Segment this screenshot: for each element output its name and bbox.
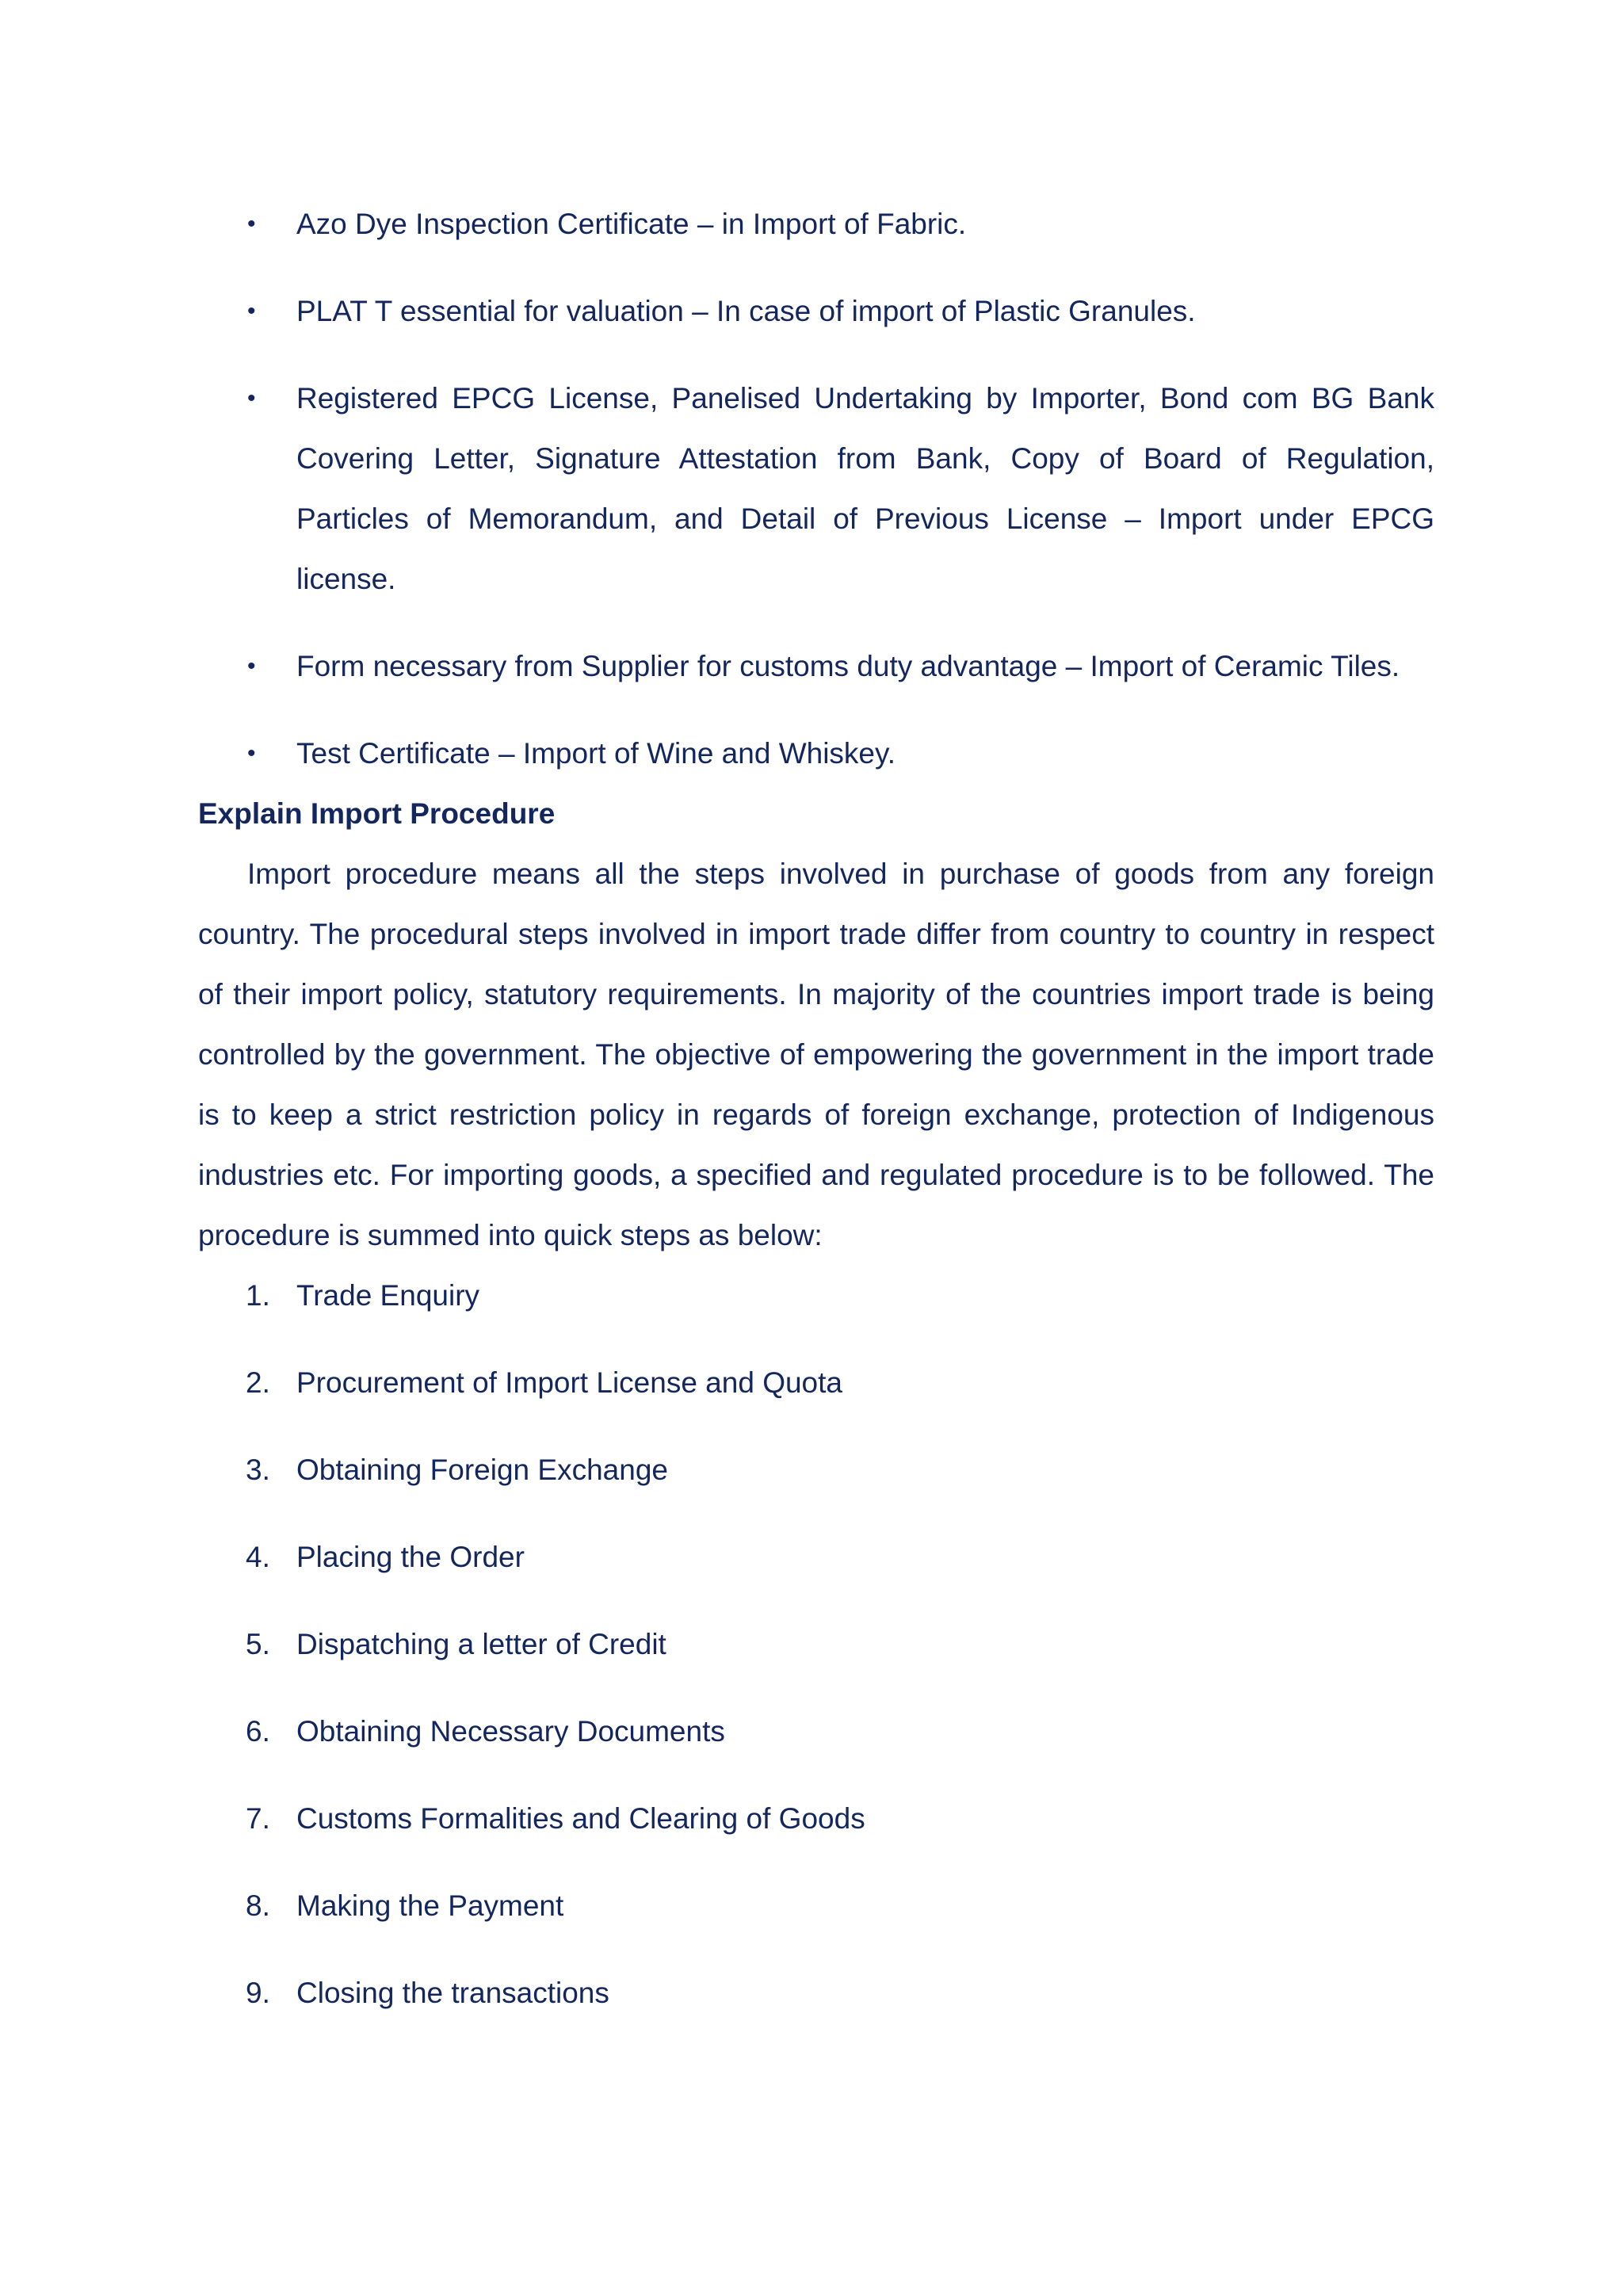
bullet-dot-icon: •	[247, 211, 256, 237]
document-page	[198, 194, 1434, 2050]
bullet-text: Azo Dye Inspection Certificate – in Import of Fabric.	[296, 208, 967, 240]
bullet-text: Registered EPCG License, Panelised Undertaking by Importer, Bond com BG Bank Covering Letter, Signature Attestation from Bank, Copy of Board of Regulation, Particles of Memorandum, and Detail of Previous License – Import under EPCG license.	[296, 382, 1434, 595]
step-text: Customs Formalities and Clearing of Goods	[296, 1802, 865, 1835]
bullet-dot-icon: •	[247, 385, 256, 411]
bullet-item	[198, 724, 1434, 784]
bullet-text: Form necessary from Supplier for customs duty advantage – Import of Ceramic Tiles.	[296, 650, 1400, 682]
step-number: 9.	[246, 1977, 270, 2009]
step-number: 3.	[246, 1454, 270, 1486]
step-text: Dispatching a letter of Credit	[296, 1628, 666, 1660]
bullet-text: Test Certificate – Import of Wine and Whiskey.	[296, 737, 896, 770]
step-item	[198, 1614, 1434, 1675]
section-paragraph: Import procedure means all the steps involved in purchase of goods from any foreign country. The procedural steps involved in import trade differ from country to country in respect of their import policy, statutory requirements. In majority of the countries import trade is being controlled by the government. The objective of empowering the government in the import trade is to keep a strict restriction policy in regards of foreign exchange, protection of Indigenous industries etc. For importing goods, a specified and regulated procedure is to be followed. The procedure is summed into quick steps as below:	[198, 858, 1434, 1251]
bullet-text: PLAT T essential for valuation – In case of import of Plastic Granules.	[296, 295, 1196, 327]
step-item	[198, 1702, 1434, 1762]
step-item	[198, 1527, 1434, 1587]
bullet-item	[198, 194, 1434, 254]
step-text: Obtaining Foreign Exchange	[296, 1454, 668, 1486]
step-number: 6.	[246, 1715, 270, 1748]
step-text: Closing the transactions	[296, 1977, 609, 2009]
step-text: Placing the Order	[296, 1541, 525, 1573]
step-item	[198, 1440, 1434, 1500]
bullet-item	[198, 281, 1434, 342]
step-number: 2.	[246, 1366, 270, 1399]
step-text: Making the Payment	[296, 1889, 564, 1922]
step-text: Procurement of Import License and Quota	[296, 1366, 842, 1399]
step-number: 4.	[246, 1541, 270, 1573]
step-item	[198, 1789, 1434, 1849]
bullet-item	[198, 369, 1434, 609]
step-number: 8.	[246, 1889, 270, 1922]
step-item	[198, 1876, 1434, 1936]
bullet-dot-icon: •	[247, 298, 256, 324]
requirements-bullet-list	[198, 194, 1434, 784]
step-item	[198, 1963, 1434, 2023]
import-steps-list	[198, 1266, 1434, 2023]
step-text: Trade Enquiry	[296, 1279, 480, 1312]
step-number: 7.	[246, 1802, 270, 1835]
step-text: Obtaining Necessary Documents	[296, 1715, 725, 1748]
bullet-dot-icon: •	[247, 653, 256, 679]
step-item	[198, 1353, 1434, 1413]
step-number: 5.	[246, 1628, 270, 1660]
section-heading: Explain Import Procedure	[198, 797, 556, 830]
bullet-item	[198, 636, 1434, 697]
bullet-dot-icon: •	[247, 740, 256, 766]
step-item	[198, 1266, 1434, 1326]
step-number: 1.	[246, 1279, 270, 1312]
